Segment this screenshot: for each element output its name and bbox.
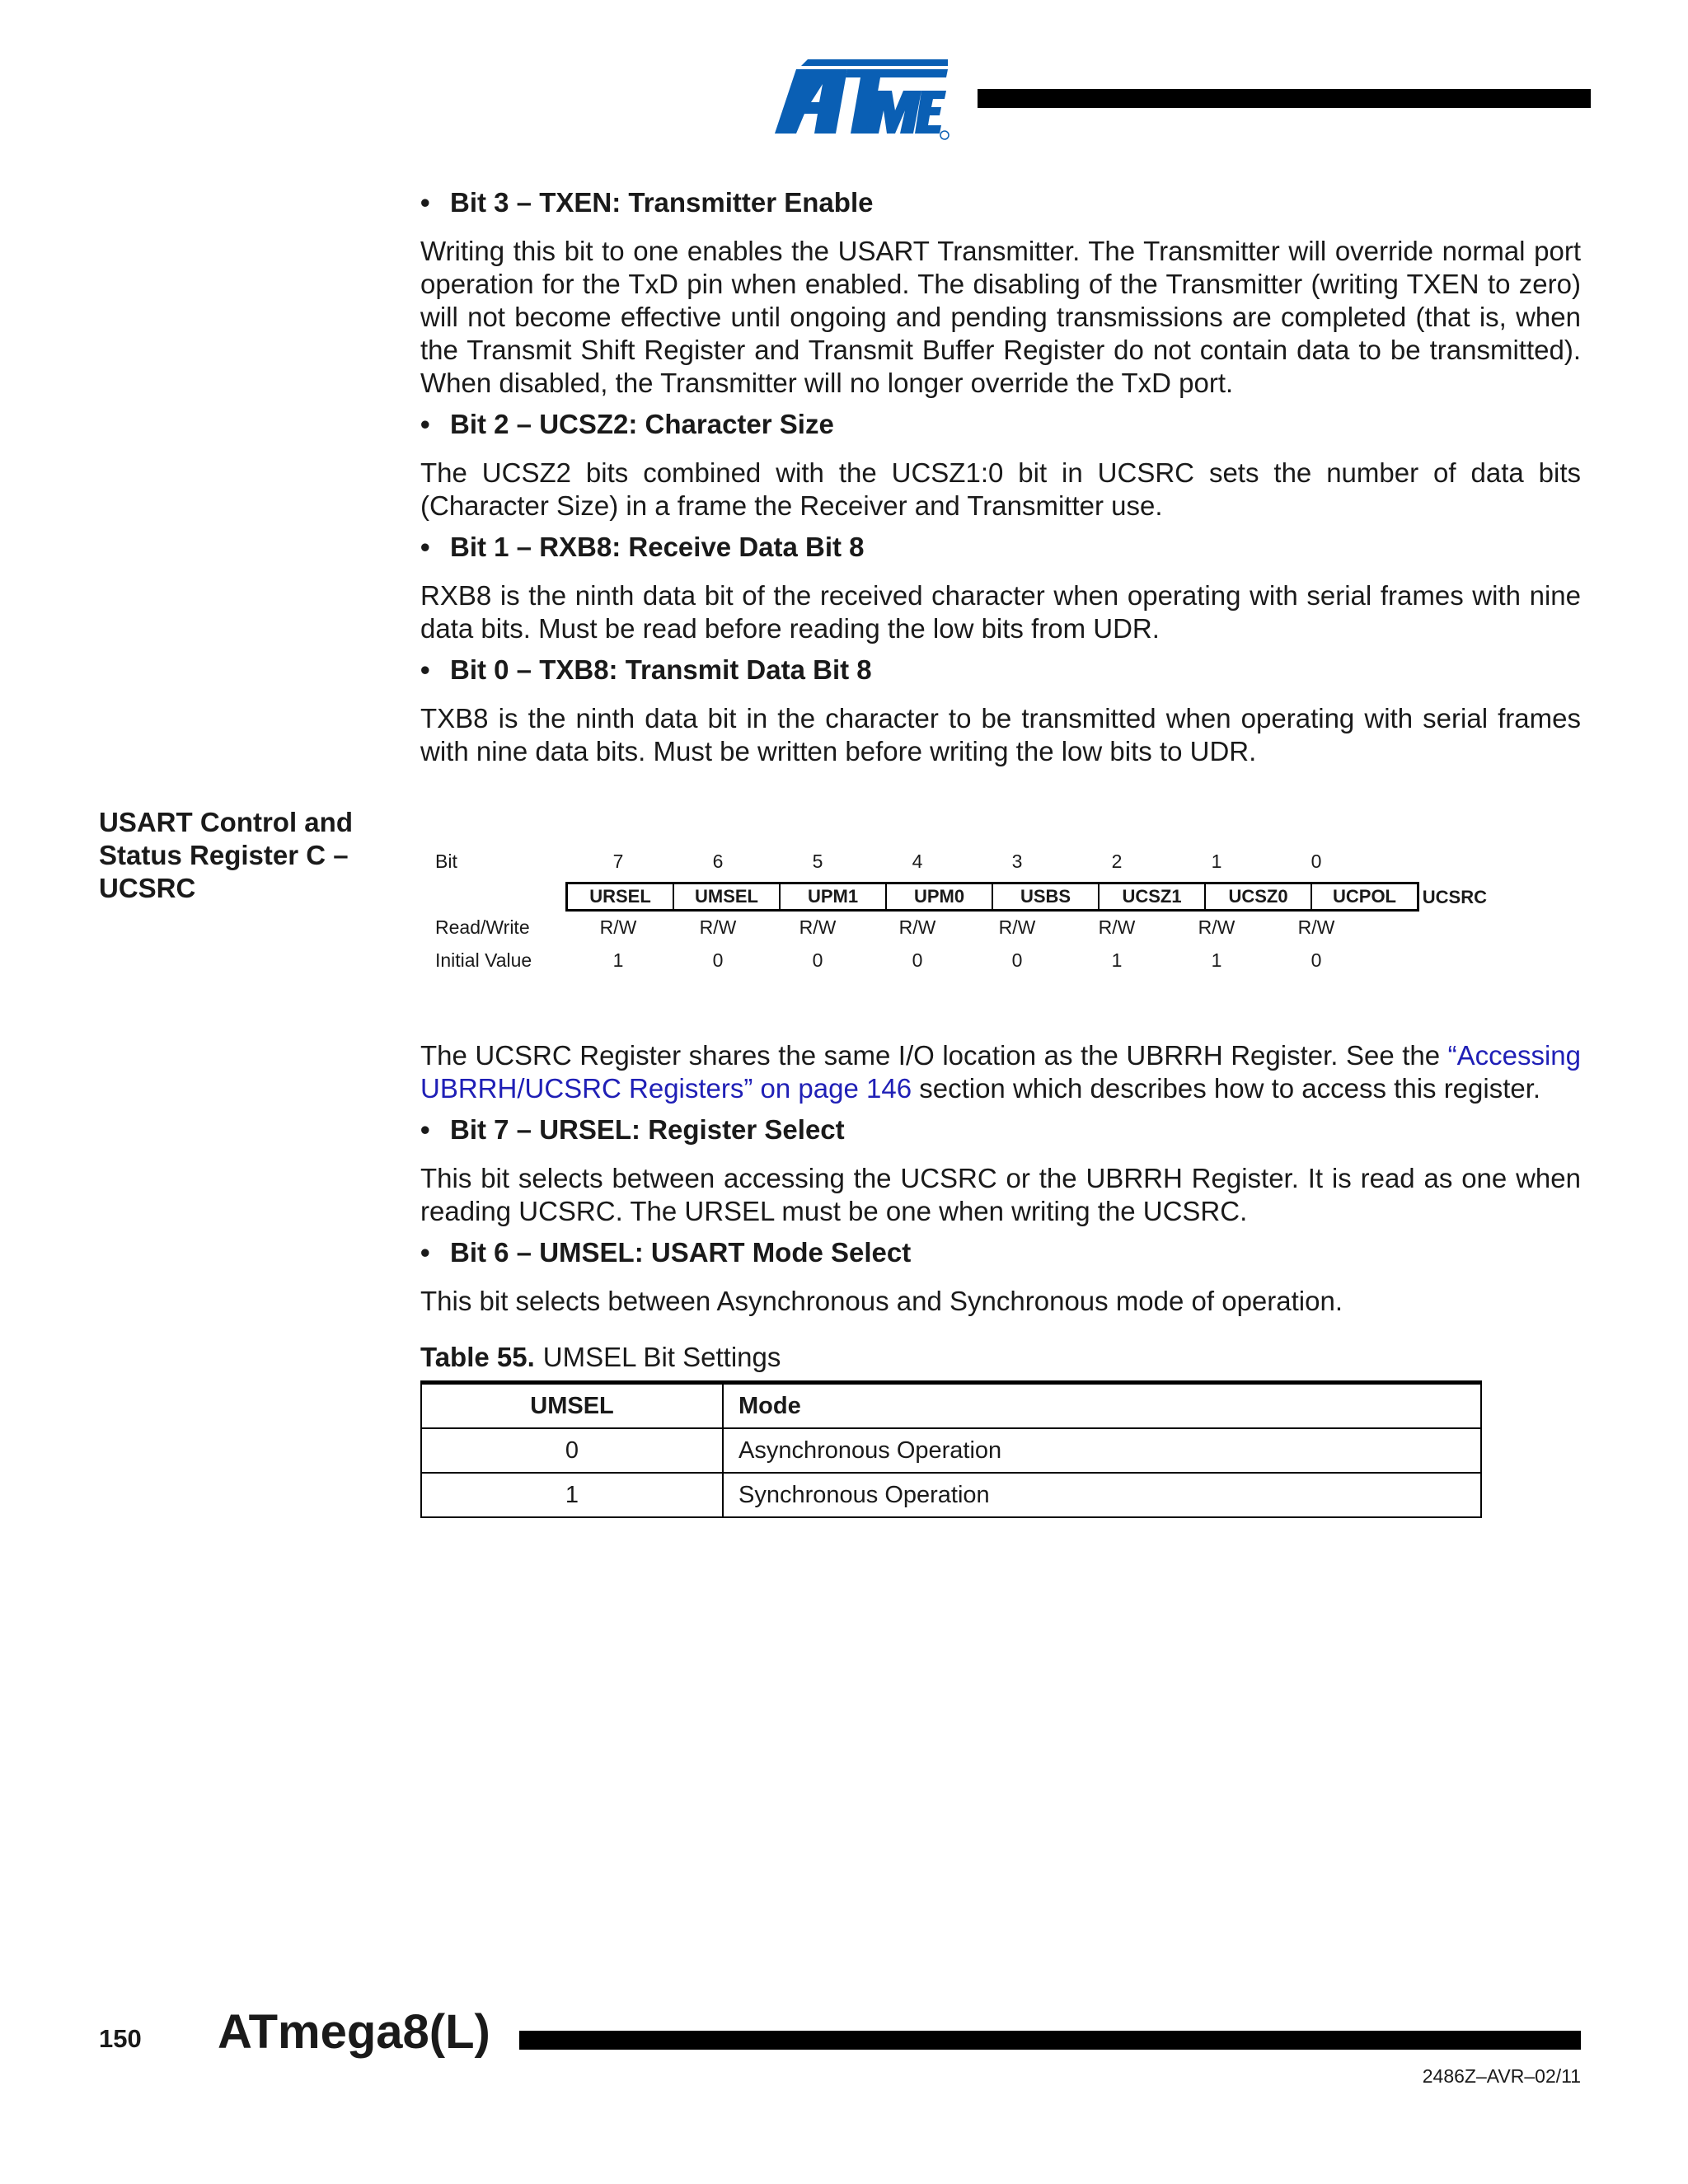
side-heading: USART Control and Status Register C – UCSRC — [99, 807, 353, 903]
mode-value: Asynchronous Operation — [723, 1428, 1481, 1473]
umsel-description: This bit selects between Asynchronous and Synchronous mode of operation. — [420, 1286, 1343, 1316]
ucsrc-intro: The UCSRC Register shares the same I/O location as the UBRRH Register. See the “Accessing UBRRH/UCSRC Registers” on page 146 section which describes how to access this register. — [420, 1040, 1581, 1104]
ucsrc-register-diagram — [432, 849, 1503, 981]
header-mode: Mode — [723, 1383, 1481, 1429]
rxb8-heading: • Bit 1 – RXB8: Receive Data Bit 8 — [420, 532, 865, 562]
bit-field-name: UPM1 — [781, 884, 887, 909]
umsel-value: 0 — [421, 1428, 723, 1473]
bit-number: 6 — [712, 851, 724, 872]
document-code: 2486Z–AVR–02/11 — [1422, 2065, 1581, 2087]
bit-field-name: UCSZ0 — [1206, 884, 1312, 909]
header-rule — [978, 89, 1591, 108]
txb8-description: TXB8 is the ninth data bit in the character to be transmitted when operating with serial frames with nine data bits. Must be written before writing the low bits to UDR. — [420, 703, 1581, 766]
rw-value: R/W — [1098, 916, 1136, 938]
rw-value: R/W — [898, 916, 936, 938]
umsel-heading: • Bit 6 – UMSEL: USART Mode Select — [420, 1237, 912, 1268]
bit-field-name: UPM0 — [887, 884, 993, 909]
bit-field-name: USBS — [993, 884, 1100, 909]
initial-value: 0 — [1011, 949, 1023, 971]
initial-value: 0 — [1311, 949, 1322, 971]
table-caption: Table 55. UMSEL Bit Settings — [420, 1342, 781, 1372]
init-row-label: Initial Value — [435, 949, 532, 971]
page-number: 150 — [99, 2024, 142, 2053]
bit-field-name: URSEL — [568, 884, 674, 909]
umsel-settings-table — [420, 1380, 1482, 1518]
bit-field-name: UCPOL — [1333, 886, 1396, 907]
table-row — [421, 1428, 1481, 1473]
register-name: UCSRC — [1422, 887, 1487, 907]
rw-value: R/W — [1297, 916, 1335, 938]
rw-row-label: Read/Write — [435, 916, 530, 938]
rw-value: R/W — [599, 916, 637, 938]
rxb8-description: RXB8 is the ninth data bit of the received character when operating with serial frames with nine data bits. Must be read before reading the low bits from UDR. — [420, 580, 1581, 644]
txen-description: Writing this bit to one enables the USART Transmitter. The Transmitter will override normal port operation for the TxD pin when enabled. The disabling of the Transmitter (writing TXEN to zero) will not become effective until ongoing and pending transmissions are completed (that is, when the Transmit Shift Register and Transmit Buffer Register do not contain data to be transmitted). When disabled, the Transmitter will no longer override the TxD port. — [420, 236, 1581, 398]
bit-number: 3 — [1011, 851, 1023, 872]
accessing-registers-link[interactable]: “Accessing UBRRH/UCSRC Registers” on page 146 — [420, 1040, 1581, 1104]
header-umsel: UMSEL — [421, 1383, 723, 1429]
atmel-logo — [771, 58, 951, 140]
txb8-heading: • Bit 0 – TXB8: Transmit Data Bit 8 — [420, 654, 872, 685]
bit-number: 2 — [1111, 851, 1123, 872]
bit-number: 5 — [812, 851, 823, 872]
footer-rule — [519, 2031, 1581, 2050]
ursel-description: This bit selects between accessing the UCSRC or the UBRRH Register. It is read as one when reading UCSRC. The URSEL must be one when writing the UCSRC. — [420, 1163, 1581, 1226]
umsel-value: 1 — [421, 1473, 723, 1517]
document-title: ATmega8(L) — [218, 2005, 490, 2059]
bit-number: 4 — [912, 851, 923, 872]
txen-heading: • Bit 3 – TXEN: Transmitter Enable — [420, 187, 874, 218]
initial-value: 0 — [912, 949, 923, 971]
register-bit-fields — [565, 882, 1419, 912]
ursel-heading: • Bit 7 – URSEL: Register Select — [420, 1114, 845, 1145]
mode-value: Synchronous Operation — [723, 1473, 1481, 1517]
bit-field-name: UCSZ1 — [1100, 884, 1206, 909]
bit-field-name: UMSEL — [674, 884, 781, 909]
initial-value: 1 — [1211, 949, 1222, 971]
bit-number: 7 — [612, 851, 624, 872]
table-row — [421, 1473, 1481, 1517]
rw-value: R/W — [699, 916, 737, 938]
ucsz2-description: The UCSZ2 bits combined with the UCSZ1:0 bit in UCSRC sets the number of data bits (Character Size) in a frame the Receiver and Transmitter use. — [420, 457, 1581, 521]
initial-value: 1 — [612, 949, 624, 971]
initial-value: 0 — [812, 949, 823, 971]
initial-value: 1 — [1111, 949, 1123, 971]
bit-number: 1 — [1211, 851, 1222, 872]
table-header-row — [421, 1383, 1481, 1429]
initial-value: 0 — [712, 949, 724, 971]
bit-row-label: Bit — [435, 851, 457, 872]
rw-value: R/W — [799, 916, 837, 938]
rw-value: R/W — [1198, 916, 1236, 938]
rw-value: R/W — [998, 916, 1036, 938]
bit-number: 0 — [1311, 851, 1322, 872]
ucsz2-heading: • Bit 2 – UCSZ2: Character Size — [420, 409, 834, 439]
